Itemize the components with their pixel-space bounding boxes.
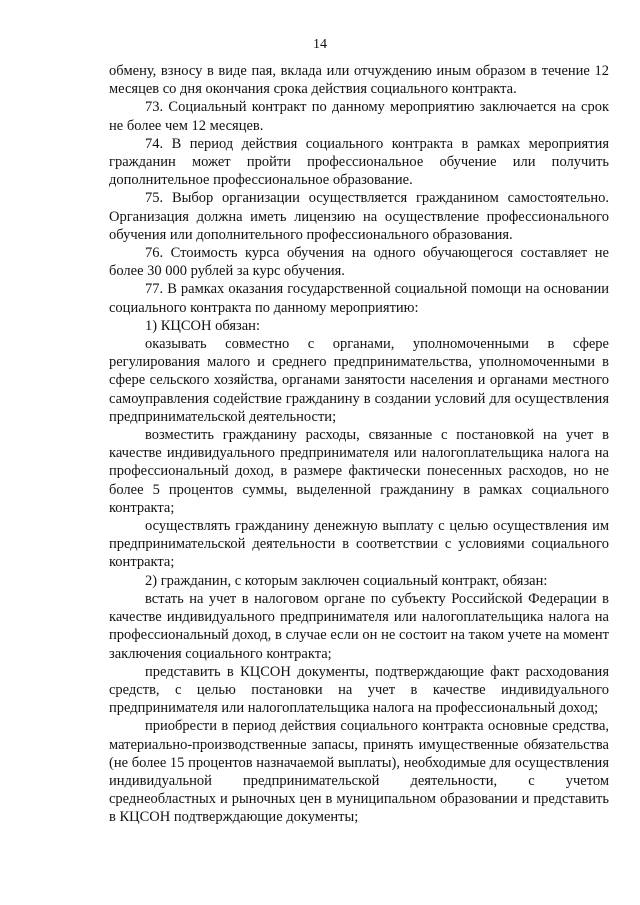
paragraph-73: 73. Социальный контракт по данному мероприятию заключается на срок не более чем 12 месяцев. — [109, 99, 609, 134]
paragraph-77-item-2-heading: 2) гражданин, с которым заключен социальный контракт, обязан: — [145, 572, 548, 589]
paragraph-item-2-documents: представить в КЦСОН документы, подтверждающие факт расходования средств, с целью постановки на учет в качестве индивидуального предпринимателя или налогоплательщика налога на профессиональный доход; — [109, 663, 609, 717]
paragraph-75: 75. Выбор организации осуществляется гражданином самостоятельно. Организация должна иметь лицензию на осуществление профессионального обучения или дополнительного профессионального образования. — [109, 190, 609, 243]
paragraph-76: 76. Стоимость курса обучения на одного обучающегося составляет не более 30 000 рублей за курс обучения. — [109, 245, 609, 280]
paragraph-item-2-register: встать на учет в налоговом органе по субъекту Российской Федерации в качестве индивидуального предпринимателя или налогоплательщика налога на профессиональный доход, в случае если он не состоит на таком учете на момент заключения социального контракта; — [109, 590, 609, 662]
paragraph-item-1-reimburse: возместить гражданину расходы, связанные с постановкой на учет в качестве индивидуального предпринимателя или налогоплательщика налога на профессиональный доход, в размере фактически понесенных расходов, но не более 5 процентов суммы, выделенной гражданину в рамках социального контракта; — [109, 427, 609, 516]
paragraph-item-2-acquire: приобрести в период действия социального контракта основные средства, материально-производственные запасы, принять имущественные обязательства (не более 15 процентов назначаемой выплаты), необходимые для осуществления индивидуальной предпринимательской деятельности, с учетом среднеобластных и рыночных цен в муниципальном образовании и представить в КЦСОН подтверждающие документы; — [109, 718, 609, 826]
paragraph-item-1-payment: осуществлять гражданину денежную выплату с целью осуществления им предпринимательской деятельности в соответствии с условиями социального контракта; — [109, 518, 609, 571]
page-number: 14 — [313, 37, 327, 52]
paragraph-item-1-assist: оказывать совместно с органами, уполномоченными в сфере регулирования малого и среднего предпринимательства, уполномоченными в сфере сельского хозяйства, органами занятости населения и органами местного самоуправления содействие гражданину в создании условий для осуществления предпринимательской деятельности; — [109, 336, 609, 425]
paragraph-74: 74. В период действия социального контракта в рамках мероприятия гражданин может пройти профессиональное обучение или получить дополнительное профессиональное образование. — [109, 135, 609, 189]
paragraph-continuation: обмену, взносу в виде пая, вклада или отчуждению иным образом в течение 12 месяцев со дня окончания срока действия социального контракта. — [109, 63, 609, 98]
paragraph-77: 77. В рамках оказания государственной социальной помощи на основании социального контракта по данному мероприятию: — [109, 281, 609, 316]
paragraph-77-item-1-heading: 1) КЦСОН обязан: — [145, 317, 260, 334]
document-body — [109, 62, 609, 827]
